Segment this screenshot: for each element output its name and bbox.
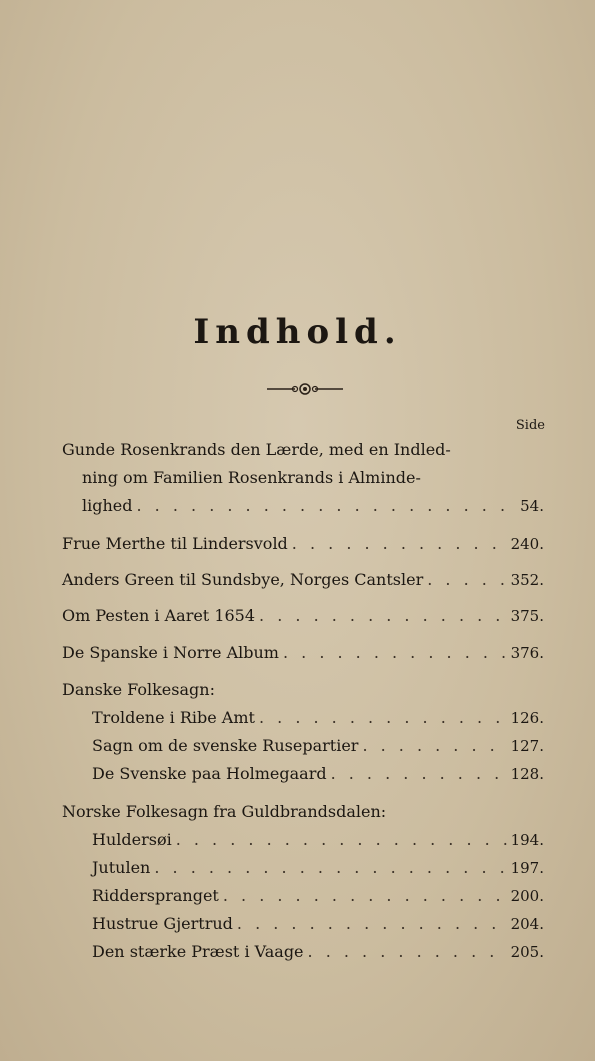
ornament-divider	[265, 380, 345, 398]
toc-entry-page: 126.	[510, 709, 544, 727]
section-heading-danish: Danske Folkesagn:	[62, 680, 215, 699]
section-heading-norwegian: Norske Folkesagn fra Guldbrandsdalen:	[62, 802, 387, 821]
toc-entry	[62, 606, 544, 630]
leader-dots	[154, 858, 506, 877]
toc-entry	[92, 942, 544, 966]
leader-dots	[427, 570, 506, 589]
toc-entry-line: Gunde Rosenkrands den Lærde, med en Indled-	[62, 440, 451, 459]
leader-dots	[308, 942, 507, 961]
leader-dots	[362, 736, 506, 755]
leader-dots	[176, 830, 507, 849]
toc-entry-label: Jutulen	[92, 858, 151, 877]
toc-entry-label: Hustrue Gjertrud	[92, 914, 233, 933]
toc-entry	[62, 643, 544, 667]
toc-entry-page: 352.	[510, 571, 544, 589]
toc-entry	[62, 534, 544, 558]
toc-entry-line: ning om Familien Rosenkrands i Alminde-	[82, 468, 421, 487]
toc-entry-page: 376.	[510, 644, 544, 662]
toc-entry-page: 205.	[510, 943, 544, 961]
toc-entry-page: 375.	[510, 607, 544, 625]
toc-entry	[92, 736, 544, 760]
toc-entry-page: 194.	[510, 831, 544, 849]
leader-dots	[292, 534, 507, 553]
leader-dots	[283, 643, 507, 662]
toc-entry	[92, 914, 544, 938]
leader-dots	[259, 708, 507, 727]
toc-entry-page: 197.	[510, 859, 544, 877]
toc-entry-label: lighed	[82, 496, 133, 515]
toc-entry	[62, 570, 544, 594]
toc-entry	[82, 496, 544, 520]
leader-dots	[237, 914, 507, 933]
toc-entry	[92, 708, 544, 732]
toc-entry-page: 200.	[510, 887, 544, 905]
toc-entry-label: Frue Merthe til Lindersvold	[62, 534, 288, 553]
toc-entry-label: Om Pesten i Aaret 1654	[62, 606, 256, 625]
toc-entry-page: 204.	[510, 915, 544, 933]
toc-entry-label: Troldene i Ribe Amt	[92, 708, 255, 727]
toc-entry-page: 54.	[520, 497, 544, 515]
toc-entry-label: Ridderspranget	[92, 886, 219, 905]
toc-entry-label: Huldersøi	[92, 830, 172, 849]
toc-entry-label: Den stærke Præst i Vaage	[92, 942, 304, 961]
toc-entry-page: 127.	[510, 737, 544, 755]
leader-dots	[137, 496, 517, 515]
toc-entry-page: 240.	[510, 535, 544, 553]
toc-entry-label: Anders Green til Sundsbye, Norges Cantsler	[62, 570, 424, 589]
toc-entry	[92, 886, 544, 910]
toc-entry	[92, 858, 544, 882]
toc-entry	[92, 830, 544, 854]
toc-entry-label: De Svenske paa Holmegaard	[92, 764, 327, 783]
leader-dots	[259, 606, 507, 625]
toc-entry-label: Sagn om de svenske Rusepartier	[92, 736, 359, 755]
page-title: Indhold.	[193, 312, 402, 352]
leader-dots	[331, 764, 507, 783]
toc-entry-page: 128.	[510, 765, 544, 783]
toc-entry	[92, 764, 544, 788]
leader-dots	[223, 886, 507, 905]
page-column-label: Side	[515, 418, 545, 433]
toc-entry-label: De Spanske i Norre Album	[62, 643, 279, 662]
